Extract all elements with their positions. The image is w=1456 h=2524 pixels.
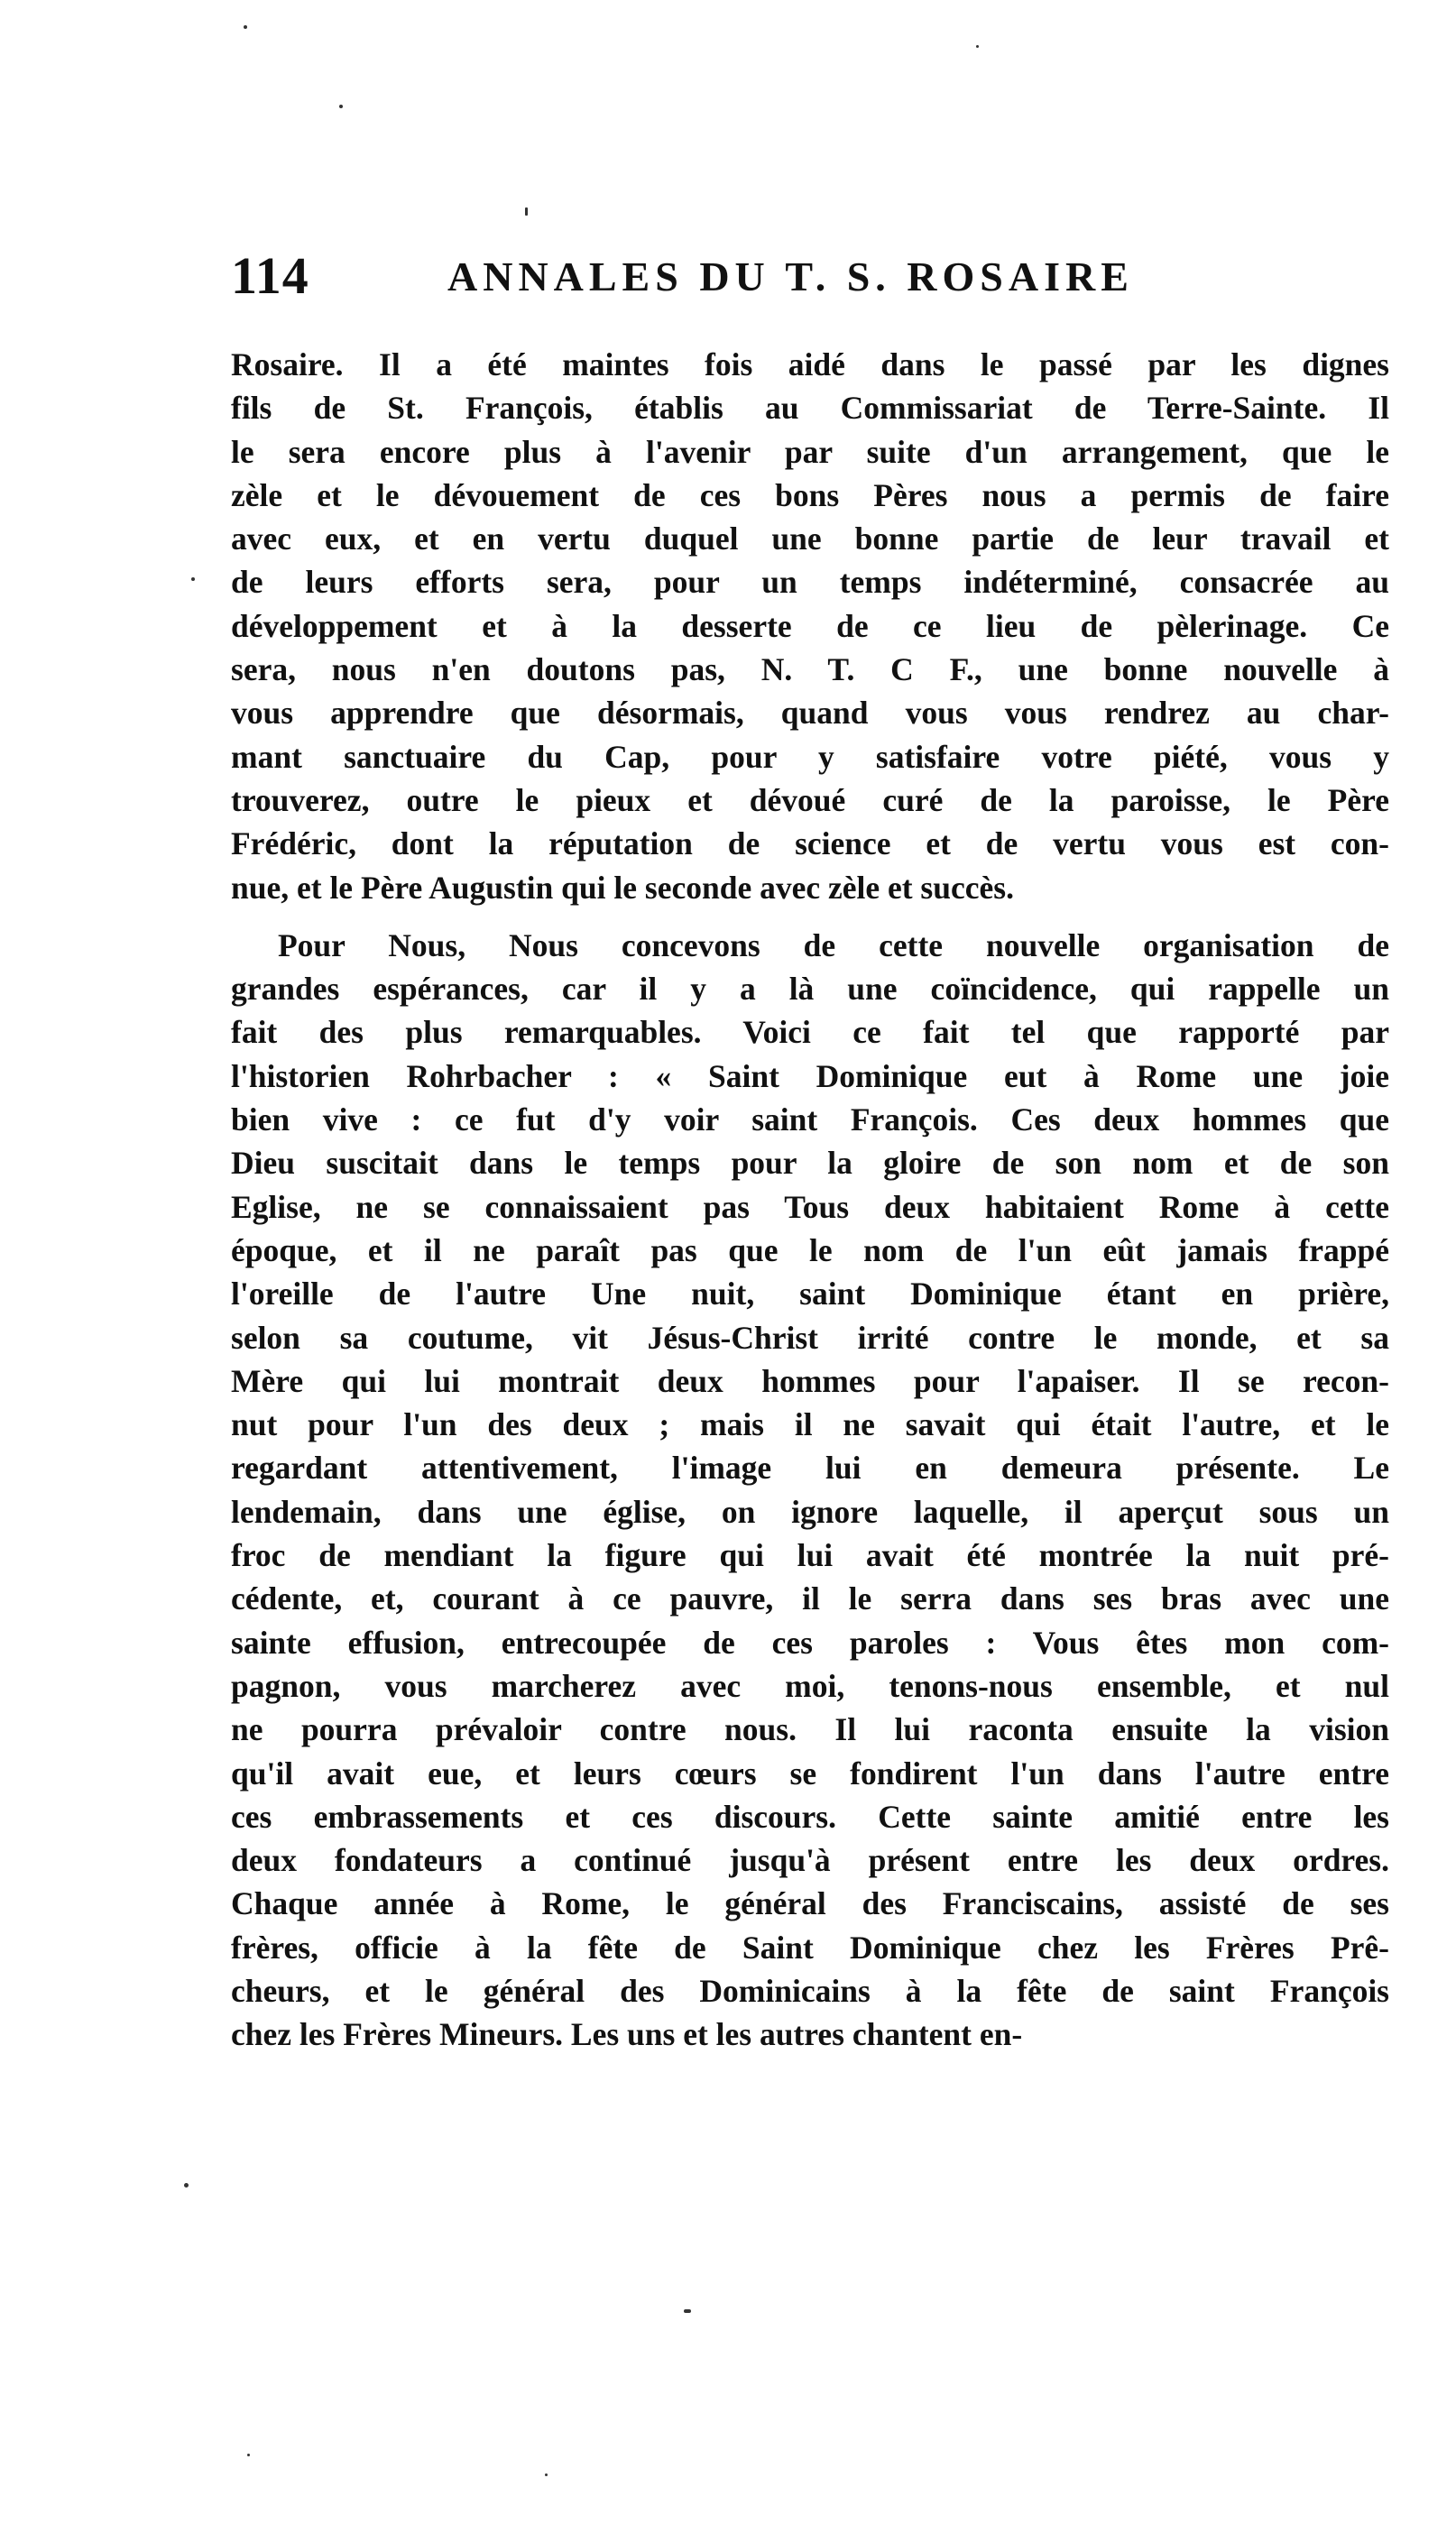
text-line: l'historien Rohrbacher : « Saint Dominique eut à Rome une joie <box>231 1057 1389 1094</box>
text-line: développement et à la desserte de ce lieu de pèlerinage. Ce <box>231 607 1389 644</box>
text-line: Mère qui lui montrait deux hommes pour l'apaiser. Il se recon- <box>231 1362 1389 1399</box>
scan-speck <box>684 2309 691 2313</box>
scan-speck <box>247 2454 250 2456</box>
text-line: trouverez, outre le pieux et dévoué curé de la paroisse, le Père <box>231 781 1389 818</box>
page-number: 114 <box>231 246 309 305</box>
text-line: qu'il avait eue, et leurs cœurs se fondirent l'un dans l'autre entre <box>231 1755 1389 1792</box>
page-header <box>231 245 1350 318</box>
scan-speck <box>244 25 247 29</box>
text-line: zèle et le dévouement de ces bons Pères nous a permis de faire <box>231 476 1389 513</box>
text-line: froc de mendiant la figure qui lui avait été montrée la nuit pré- <box>231 1537 1389 1574</box>
text-line: ces embrassements et ces discours. Cette sainte amitié entre les <box>231 1798 1389 1835</box>
text-line: sainte effusion, entrecoupée de ces paroles : Vous êtes mon com- <box>231 1624 1389 1661</box>
scan-speck <box>339 105 343 108</box>
text-line: fils de St. François, établis au Commissariat de Terre-Sainte. Il <box>231 390 1389 427</box>
paragraph <box>231 924 1389 2057</box>
text-line: l'oreille de l'autre Une nuit, saint Dominique étant en prière, <box>231 1276 1389 1313</box>
body-text <box>231 343 1389 2057</box>
text-line: deux fondateurs a continué jusqu'à présent entre les deux ordres. <box>231 1842 1389 1879</box>
text-line: grandes espérances, car il y a là une coïncidence, qui rappelle un <box>231 971 1389 1008</box>
text-line: cheurs, et le général des Dominicains à la fête de saint François <box>231 1972 1389 2009</box>
text-line: nut pour l'un des deux ; mais il ne savait qui était l'autre, et le <box>231 1406 1389 1443</box>
text-line: Eglise, ne se connaissaient pas Tous deux habitaient Rome à cette <box>231 1188 1389 1225</box>
text-line: pagnon, vous marcherez avec moi, tenons-nous ensemble, et nul <box>231 1667 1389 1704</box>
text-line: cédente, et, courant à ce pauvre, il le serra dans ses bras avec une <box>231 1580 1389 1617</box>
text-line: mant sanctuaire du Cap, pour y satisfaire votre piété, vous y <box>231 738 1389 775</box>
scan-speck <box>976 45 979 48</box>
text-line: le sera encore plus à l'avenir par suite d'un arrangement, que le <box>231 433 1389 470</box>
scan-speck <box>525 207 528 216</box>
text-line: vous apprendre que désormais, quand vous vous rendrez au char- <box>231 695 1389 732</box>
text-line: avec eux, et en vertu duquel une bonne partie de leur travail et <box>231 520 1389 557</box>
text-line: regardant attentivement, l'image lui en demeura présente. Le <box>231 1450 1389 1487</box>
text-line: nue, et le Père Augustin qui le seconde avec zèle et succès. <box>231 869 1014 906</box>
text-line: Chaque année à Rome, le général des Franciscains, assisté de ses <box>231 1885 1389 1922</box>
text-line: selon sa coutume, vit Jésus-Christ irrité contre le monde, et sa <box>231 1319 1389 1356</box>
text-line: Frédéric, dont la réputation de science et de vertu vous est con- <box>231 825 1389 862</box>
text-line: fait des plus remarquables. Voici ce fait tel que rapporté par <box>231 1014 1389 1051</box>
running-title: ANNALES DU T. S. ROSAIRE <box>447 253 1134 299</box>
text-line: Pour Nous, Nous concevons de cette nouvelle organisation de <box>278 926 1389 963</box>
text-line: Rosaire. Il a été maintes fois aidé dans le passé par les dignes <box>231 346 1389 382</box>
text-line: sera, nous n'en doutons pas, N. T. C F., une bonne nouvelle à <box>231 651 1389 688</box>
text-line: bien vive : ce fut d'y voir saint François. Ces deux hommes que <box>231 1101 1389 1138</box>
paragraph <box>231 343 1389 909</box>
text-line: Dieu suscitait dans le temps pour la gloire de son nom et de son <box>231 1145 1389 1182</box>
text-line: frères, officie à la fête de Saint Dominique chez les Frères Prê- <box>231 1929 1389 1966</box>
scan-speck <box>545 2473 548 2476</box>
scan-speck <box>191 577 195 581</box>
scan-speck <box>184 2183 189 2188</box>
text-line: époque, et il ne paraît pas que le nom de l'un eût jamais frappé <box>231 1231 1389 1268</box>
text-line: ne pourra prévaloir contre nous. Il lui raconta ensuite la vision <box>231 1711 1389 1748</box>
text-line: chez les Frères Mineurs. Les uns et les autres chantent en- <box>231 2016 1023 2053</box>
text-line: de leurs efforts sera, pour un temps indéterminé, consacrée au <box>231 564 1389 601</box>
text-line: lendemain, dans une église, on ignore laquelle, il aperçut sous un <box>231 1493 1389 1530</box>
